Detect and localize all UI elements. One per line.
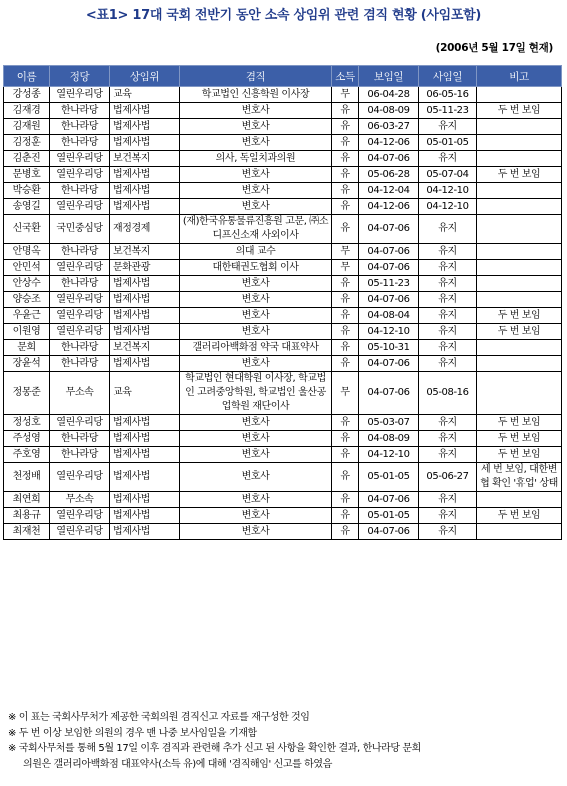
- party-cell: 한나라당: [50, 183, 110, 199]
- note-cell: 두 번 보임: [477, 324, 562, 340]
- committee-cell: 보건복지: [110, 340, 180, 356]
- party-cell: 열린우리당: [50, 308, 110, 324]
- name-cell: 강성종: [4, 87, 50, 103]
- header-row: [4, 66, 562, 87]
- table-row: [4, 431, 562, 447]
- name-cell: 안명옥: [4, 244, 50, 260]
- col-header-resigned: 사임일: [419, 66, 477, 87]
- name-cell: 안민석: [4, 260, 50, 276]
- appointed-date-cell: 06-04-28: [359, 87, 419, 103]
- committee-cell: 법제사법: [110, 415, 180, 431]
- committee-cell: 법제사법: [110, 103, 180, 119]
- name-cell: 김재원: [4, 119, 50, 135]
- job-cell: 변호사: [180, 199, 332, 215]
- party-cell: 열린우리당: [50, 167, 110, 183]
- income-cell: 유: [332, 356, 359, 372]
- appointed-date-cell: 04-12-04: [359, 183, 419, 199]
- name-cell: 최용규: [4, 508, 50, 524]
- resigned-date-cell: 유지: [419, 119, 477, 135]
- table-row: [4, 119, 562, 135]
- name-cell: 장윤석: [4, 356, 50, 372]
- party-cell: 국민중심당: [50, 215, 110, 244]
- col-header-party: 정당: [50, 66, 110, 87]
- footnote: ※ 이 표는 국회사무처가 제공한 국회의원 겸직신고 자료를 재구성한 것임: [8, 712, 310, 723]
- table-row: [4, 292, 562, 308]
- as-of-date: (2006년 5월 17일 현재): [435, 42, 553, 54]
- committee-cell: 법제사법: [110, 119, 180, 135]
- note-cell: 세 번 보임, 대한변협 확인 '휴업' 상태: [477, 463, 562, 492]
- resigned-date-cell: 유지: [419, 524, 477, 540]
- job-cell: 의사, 독일치과의원: [180, 151, 332, 167]
- appointed-date-cell: 04-07-06: [359, 524, 419, 540]
- job-cell: 갤러리아백화점 약국 대표약사: [180, 340, 332, 356]
- col-header-committee: 상임위: [110, 66, 180, 87]
- party-cell: 열린우리당: [50, 199, 110, 215]
- table-row: [4, 356, 562, 372]
- resigned-date-cell: 유지: [419, 415, 477, 431]
- income-cell: 유: [332, 276, 359, 292]
- resigned-date-cell: 05-11-23: [419, 103, 477, 119]
- table-row: [4, 276, 562, 292]
- table-row: [4, 87, 562, 103]
- table-row: [4, 415, 562, 431]
- income-cell: 무: [332, 260, 359, 276]
- footnote: ※ 국회사무처를 통해 5월 17일 이후 겸직과 관련해 추가 신고 된 사항을 확인한 결과, 한나라당 문희: [8, 743, 421, 754]
- note-cell: [477, 244, 562, 260]
- table-row: [4, 372, 562, 415]
- job-cell: 변호사: [180, 183, 332, 199]
- resigned-date-cell: 04-12-10: [419, 183, 477, 199]
- party-cell: 한나라당: [50, 103, 110, 119]
- name-cell: 우윤근: [4, 308, 50, 324]
- party-cell: 열린우리당: [50, 324, 110, 340]
- committee-cell: 보건복지: [110, 151, 180, 167]
- committee-cell: 보건복지: [110, 244, 180, 260]
- col-header-note: 비고: [477, 66, 562, 87]
- appointed-date-cell: 04-07-06: [359, 292, 419, 308]
- note-cell: [477, 292, 562, 308]
- resigned-date-cell: 유지: [419, 151, 477, 167]
- name-cell: 이원영: [4, 324, 50, 340]
- job-cell: 변호사: [180, 324, 332, 340]
- table-row: [4, 199, 562, 215]
- committee-cell: 법제사법: [110, 308, 180, 324]
- party-cell: 열린우리당: [50, 151, 110, 167]
- committee-cell: 재정경제: [110, 215, 180, 244]
- resigned-date-cell: 유지: [419, 260, 477, 276]
- committee-cell: 문화관광: [110, 260, 180, 276]
- note-cell: [477, 340, 562, 356]
- table-row: [4, 135, 562, 151]
- name-cell: 송영길: [4, 199, 50, 215]
- income-cell: 유: [332, 431, 359, 447]
- col-header-name: 이름: [4, 66, 50, 87]
- party-cell: 열린우리당: [50, 415, 110, 431]
- resigned-date-cell: 유지: [419, 431, 477, 447]
- income-cell: 유: [332, 183, 359, 199]
- appointed-date-cell: 04-08-09: [359, 103, 419, 119]
- job-cell: (재)한국유통물류진흥원 고문, ㈜소디프신소재 사외이사: [180, 215, 332, 244]
- job-cell: 변호사: [180, 356, 332, 372]
- appointed-date-cell: 04-07-06: [359, 244, 419, 260]
- appointed-date-cell: 04-07-06: [359, 260, 419, 276]
- appointed-date-cell: 04-07-06: [359, 492, 419, 508]
- col-header-job: 겸직: [180, 66, 332, 87]
- resigned-date-cell: 유지: [419, 244, 477, 260]
- party-cell: 열린우리당: [50, 292, 110, 308]
- party-cell: 무소속: [50, 372, 110, 415]
- job-cell: 변호사: [180, 103, 332, 119]
- appointed-date-cell: 05-01-05: [359, 463, 419, 492]
- appointed-date-cell: 06-03-27: [359, 119, 419, 135]
- note-cell: [477, 87, 562, 103]
- table-row: [4, 324, 562, 340]
- name-cell: 양승조: [4, 292, 50, 308]
- committee-cell: 법제사법: [110, 447, 180, 463]
- col-header-appointed: 보임일: [359, 66, 419, 87]
- income-cell: 유: [332, 292, 359, 308]
- note-cell: 두 번 보임: [477, 415, 562, 431]
- appointed-date-cell: 04-12-06: [359, 199, 419, 215]
- job-cell: 변호사: [180, 135, 332, 151]
- table-row: [4, 308, 562, 324]
- party-cell: 무소속: [50, 492, 110, 508]
- table-row: [4, 103, 562, 119]
- income-cell: 유: [332, 135, 359, 151]
- job-cell: 의대 교수: [180, 244, 332, 260]
- appointed-date-cell: 04-07-06: [359, 151, 419, 167]
- party-cell: 한나라당: [50, 356, 110, 372]
- name-cell: 박승환: [4, 183, 50, 199]
- appointed-date-cell: 04-08-04: [359, 308, 419, 324]
- committee-cell: 법제사법: [110, 508, 180, 524]
- job-cell: 변호사: [180, 463, 332, 492]
- party-cell: 한나라당: [50, 135, 110, 151]
- income-cell: 유: [332, 103, 359, 119]
- appointed-date-cell: 05-06-28: [359, 167, 419, 183]
- footnote-continued: 의원은 갤러리아백화점 대표약사(소득 유)에 대해 '겸직해임' 신고를 하였음: [23, 758, 332, 770]
- income-cell: 유: [332, 524, 359, 540]
- table-row: [4, 508, 562, 524]
- resigned-date-cell: 05-01-05: [419, 135, 477, 151]
- party-cell: 한나라당: [50, 447, 110, 463]
- job-cell: 변호사: [180, 431, 332, 447]
- note-cell: 두 번 보임: [477, 508, 562, 524]
- resigned-date-cell: 유지: [419, 492, 477, 508]
- name-cell: 문희: [4, 340, 50, 356]
- name-cell: 김재경: [4, 103, 50, 119]
- table-row: [4, 340, 562, 356]
- resigned-date-cell: 04-12-10: [419, 199, 477, 215]
- income-cell: 유: [332, 167, 359, 183]
- income-cell: 유: [332, 415, 359, 431]
- job-cell: 변호사: [180, 292, 332, 308]
- job-cell: 학교법인 신흥학원 이사장: [180, 87, 332, 103]
- name-cell: 안상수: [4, 276, 50, 292]
- committee-cell: 법제사법: [110, 356, 180, 372]
- income-cell: 유: [332, 151, 359, 167]
- name-cell: 주호영: [4, 447, 50, 463]
- party-cell: 한나라당: [50, 119, 110, 135]
- party-cell: 열린우리당: [50, 508, 110, 524]
- party-cell: 한나라당: [50, 244, 110, 260]
- appointed-date-cell: 04-07-06: [359, 356, 419, 372]
- job-cell: 변호사: [180, 524, 332, 540]
- committee-cell: 법제사법: [110, 492, 180, 508]
- committee-cell: 법제사법: [110, 431, 180, 447]
- party-cell: 한나라당: [50, 431, 110, 447]
- table-row: [4, 447, 562, 463]
- job-cell: 변호사: [180, 508, 332, 524]
- resigned-date-cell: 유지: [419, 508, 477, 524]
- job-cell: 변호사: [180, 167, 332, 183]
- table-row: [4, 244, 562, 260]
- committee-cell: 법제사법: [110, 276, 180, 292]
- income-cell: 유: [332, 119, 359, 135]
- table-row: [4, 183, 562, 199]
- job-cell: 변호사: [180, 276, 332, 292]
- name-cell: 김춘진: [4, 151, 50, 167]
- note-cell: [477, 215, 562, 244]
- appointed-date-cell: 04-12-10: [359, 447, 419, 463]
- note-cell: 두 번 보임: [477, 431, 562, 447]
- table-body: [4, 87, 562, 540]
- committee-cell: 교육: [110, 372, 180, 415]
- name-cell: 문병호: [4, 167, 50, 183]
- table-row: [4, 215, 562, 244]
- name-cell: 최재천: [4, 524, 50, 540]
- resigned-date-cell: 유지: [419, 447, 477, 463]
- income-cell: 유: [332, 340, 359, 356]
- resigned-date-cell: 05-07-04: [419, 167, 477, 183]
- resigned-date-cell: 유지: [419, 356, 477, 372]
- party-cell: 한나라당: [50, 276, 110, 292]
- income-cell: 유: [332, 199, 359, 215]
- job-cell: 변호사: [180, 415, 332, 431]
- name-cell: 김정훈: [4, 135, 50, 151]
- concurrent-jobs-table: [3, 65, 562, 540]
- income-cell: 유: [332, 215, 359, 244]
- appointed-date-cell: 04-12-10: [359, 324, 419, 340]
- appointed-date-cell: 04-07-06: [359, 372, 419, 415]
- income-cell: 유: [332, 447, 359, 463]
- note-cell: 두 번 보임: [477, 308, 562, 324]
- job-cell: 대한태권도협회 이사: [180, 260, 332, 276]
- table-row: [4, 492, 562, 508]
- job-cell: 변호사: [180, 492, 332, 508]
- committee-cell: 법제사법: [110, 324, 180, 340]
- resigned-date-cell: 유지: [419, 324, 477, 340]
- note-cell: [477, 260, 562, 276]
- resigned-date-cell: 05-08-16: [419, 372, 477, 415]
- name-cell: 천정배: [4, 463, 50, 492]
- appointed-date-cell: 04-08-09: [359, 431, 419, 447]
- note-cell: [477, 356, 562, 372]
- note-cell: [477, 151, 562, 167]
- note-cell: [477, 492, 562, 508]
- note-cell: [477, 119, 562, 135]
- committee-cell: 법제사법: [110, 463, 180, 492]
- committee-cell: 법제사법: [110, 183, 180, 199]
- income-cell: 무: [332, 244, 359, 260]
- committee-cell: 법제사법: [110, 135, 180, 151]
- appointed-date-cell: 04-12-06: [359, 135, 419, 151]
- committee-cell: 법제사법: [110, 292, 180, 308]
- note-cell: [477, 183, 562, 199]
- table-row: [4, 151, 562, 167]
- resigned-date-cell: 유지: [419, 340, 477, 356]
- footnote: ※ 두 번 이상 보임한 의원의 경우 맨 나중 보사임일을 기재함: [8, 727, 257, 739]
- note-cell: 두 번 보임: [477, 447, 562, 463]
- name-cell: 정몽준: [4, 372, 50, 415]
- appointed-date-cell: 05-10-31: [359, 340, 419, 356]
- name-cell: 최연희: [4, 492, 50, 508]
- note-cell: [477, 524, 562, 540]
- table-title: <표1> 17대 국회 전반기 동안 소속 상임위 관련 겸직 현황 (사임포함): [85, 8, 482, 23]
- resigned-date-cell: 유지: [419, 292, 477, 308]
- income-cell: 무: [332, 87, 359, 103]
- income-cell: 유: [332, 463, 359, 492]
- appointed-date-cell: 04-07-06: [359, 215, 419, 244]
- note-cell: 두 번 보임: [477, 103, 562, 119]
- committee-cell: 법제사법: [110, 167, 180, 183]
- resigned-date-cell: 유지: [419, 276, 477, 292]
- party-cell: 열린우리당: [50, 87, 110, 103]
- income-cell: 유: [332, 308, 359, 324]
- income-cell: 유: [332, 324, 359, 340]
- name-cell: 주성영: [4, 431, 50, 447]
- committee-cell: 법제사법: [110, 524, 180, 540]
- job-cell: 변호사: [180, 447, 332, 463]
- note-cell: [477, 135, 562, 151]
- resigned-date-cell: 유지: [419, 308, 477, 324]
- income-cell: 유: [332, 492, 359, 508]
- income-cell: 유: [332, 508, 359, 524]
- appointed-date-cell: 05-11-23: [359, 276, 419, 292]
- resigned-date-cell: 유지: [419, 215, 477, 244]
- name-cell: 정성호: [4, 415, 50, 431]
- name-cell: 신국환: [4, 215, 50, 244]
- footnotes: [8, 710, 564, 772]
- appointed-date-cell: 05-03-07: [359, 415, 419, 431]
- job-cell: 변호사: [180, 119, 332, 135]
- party-cell: 열린우리당: [50, 260, 110, 276]
- appointed-date-cell: 05-01-05: [359, 508, 419, 524]
- party-cell: 열린우리당: [50, 463, 110, 492]
- table-row: [4, 260, 562, 276]
- resigned-date-cell: 05-06-27: [419, 463, 477, 492]
- note-cell: [477, 199, 562, 215]
- party-cell: 한나라당: [50, 340, 110, 356]
- table-row: [4, 524, 562, 540]
- note-cell: [477, 276, 562, 292]
- job-cell: 학교법인 현대학원 이사장, 학교법인 고려중앙학원, 학교법인 울산공업학원 재단이사: [180, 372, 332, 415]
- note-cell: 두 번 보임: [477, 167, 562, 183]
- committee-cell: 교육: [110, 87, 180, 103]
- table-row: [4, 463, 562, 492]
- committee-cell: 법제사법: [110, 199, 180, 215]
- job-cell: 변호사: [180, 308, 332, 324]
- income-cell: 무: [332, 372, 359, 415]
- resigned-date-cell: 06-05-16: [419, 87, 477, 103]
- table-row: [4, 167, 562, 183]
- note-cell: [477, 372, 562, 415]
- col-header-income: 소득: [332, 66, 359, 87]
- party-cell: 열린우리당: [50, 524, 110, 540]
